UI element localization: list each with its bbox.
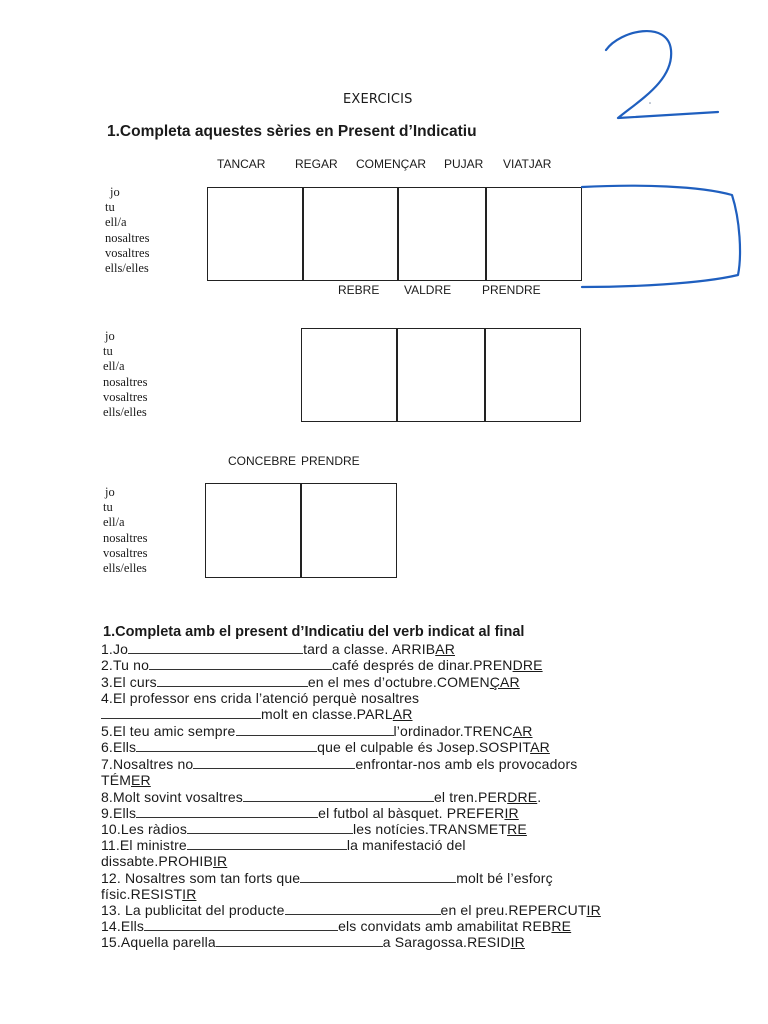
pronoun: ells/elles bbox=[103, 404, 147, 419]
pronoun: nosaltres bbox=[103, 374, 148, 389]
exercise-line: físic.RESISTIR bbox=[101, 886, 197, 902]
exercise-line: 9.Ells el futbol al bàsquet. PREFERIR bbox=[101, 805, 519, 821]
exercise-line: 13. La publicitat del producte en el preu.REPERCUTIR bbox=[101, 902, 601, 918]
exercise-line: 11.El ministre la manifestació del bbox=[101, 837, 466, 853]
exercise-line: 2.Tu no café després de dinar.PRENDRE bbox=[101, 657, 543, 673]
verb-label: VIATJAR bbox=[503, 157, 552, 171]
pronoun: tu bbox=[103, 344, 113, 359]
exercise-line: 12. Nosaltres som tan forts que molt bé l’esforç bbox=[101, 870, 553, 886]
exercise-line: 8.Molt sovint vosaltres el tren.PERDRE. bbox=[101, 789, 542, 805]
pronoun: jo bbox=[105, 485, 115, 499]
pronoun: ell/a bbox=[103, 515, 125, 530]
pronoun: ell/a bbox=[103, 359, 125, 374]
exercise-line: 5.El teu amic sempre l’ordinador.TRENCAR bbox=[101, 723, 533, 739]
pronoun: nosaltres bbox=[103, 530, 148, 545]
exercise-line: 14.Ells els convidats amb amabilitat REBRE bbox=[101, 918, 572, 934]
exercise-line: 3.El curs en el mes d’octubre.COMENÇAR bbox=[101, 674, 520, 690]
verb-label: PUJAR bbox=[444, 157, 484, 171]
exercise-line: 6.Ells que el culpable és Josep.SOSPITAR bbox=[101, 739, 550, 755]
verb-label: CONCEBRE bbox=[228, 454, 297, 468]
verb-label: VALDRE bbox=[404, 283, 452, 297]
pronoun: vosaltres bbox=[103, 545, 148, 560]
pronoun: vosaltres bbox=[105, 245, 150, 260]
pronoun: tu bbox=[103, 500, 113, 515]
exercise-line: 4.El professor ens crida l’atenció perquè nosaltres bbox=[101, 690, 420, 706]
pronoun: ell/a bbox=[105, 215, 127, 230]
ink-dot bbox=[649, 102, 651, 104]
pronoun: nosaltres bbox=[105, 230, 150, 245]
pronoun: ells/elles bbox=[105, 260, 149, 275]
page-title: EXERCICIS bbox=[343, 92, 413, 107]
exercise-1-heading: 1.Completa aquestes sèries en Present d’Indicatiu bbox=[107, 123, 477, 140]
verb-label: REGAR bbox=[295, 157, 338, 171]
pronoun: jo bbox=[110, 185, 120, 199]
pronoun: vosaltres bbox=[103, 389, 148, 404]
verb-label: REBRE bbox=[338, 283, 380, 297]
exercise-line: 1.Jo tard a classe. ARRIBAR bbox=[101, 641, 455, 657]
pronoun: tu bbox=[105, 200, 115, 215]
exercise-2-heading: 1.Completa amb el present d’Indicatiu del verb indicat al final bbox=[103, 624, 525, 640]
exercise-line: 15.Aquella parella a Saragossa.RESIDIR bbox=[101, 934, 525, 950]
exercise-line: molt en classe.PARLAR bbox=[101, 706, 413, 722]
exercise-line: 7.Nosaltres no enfrontar-nos amb els provocadors bbox=[101, 756, 578, 772]
pronoun: ells/elles bbox=[103, 560, 147, 575]
handwritten-number-two bbox=[606, 31, 718, 118]
exercise-line: TÉMER bbox=[101, 772, 151, 788]
exercise-line: dissabte.PROHIBIR bbox=[101, 853, 228, 869]
exercise-line: 10.Les ràdios les notícies.TRANSMETRE bbox=[101, 821, 527, 837]
verb-label: PRENDRE bbox=[301, 454, 360, 468]
pronoun: jo bbox=[105, 329, 115, 343]
verb-label: PRENDRE bbox=[482, 283, 541, 297]
verb-label: COMENÇAR bbox=[356, 157, 427, 171]
handwritten-box bbox=[582, 186, 740, 287]
verb-label: TANCAR bbox=[217, 157, 266, 171]
